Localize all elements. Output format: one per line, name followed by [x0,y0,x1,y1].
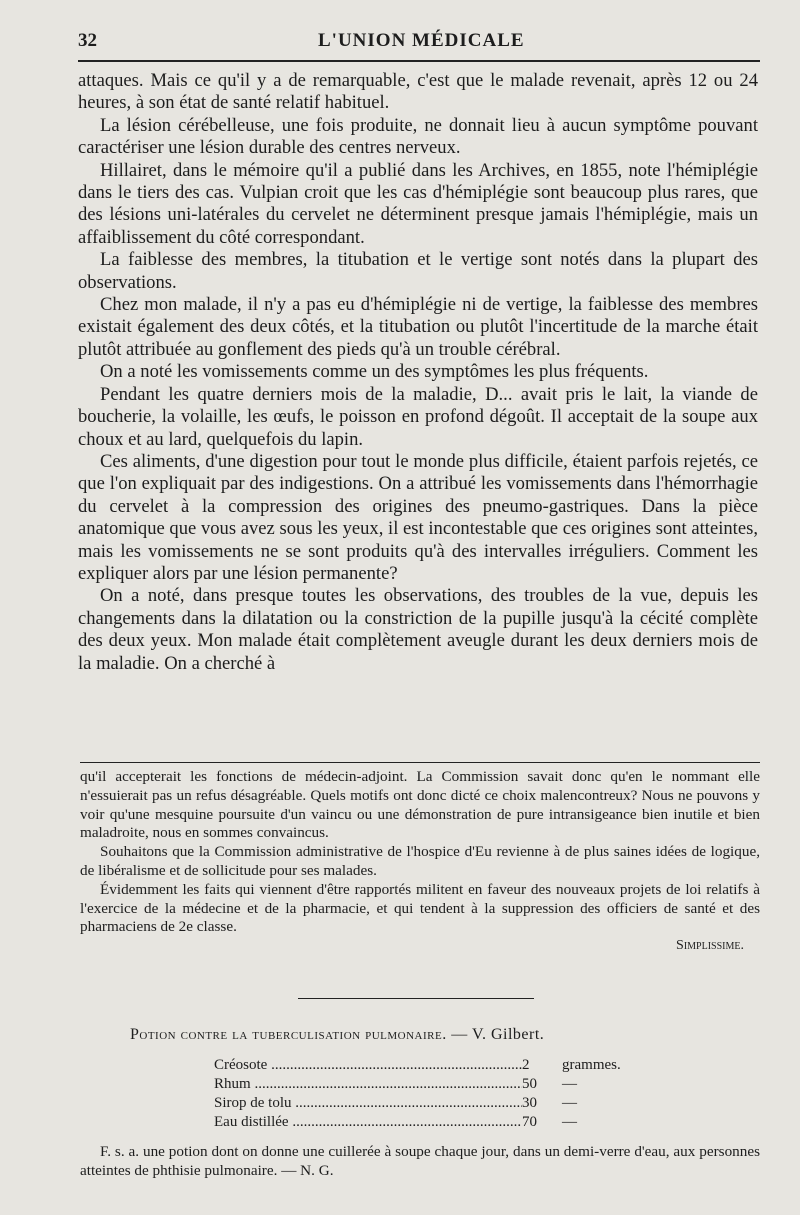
running-title: L'UNION MÉDICALE [318,30,525,51]
paragraph: On a noté les vomissements comme un des symptômes les plus fréquents. [100,361,649,383]
ingredient-qty: 50 [522,1076,537,1092]
ingredient-row [214,1094,654,1113]
feuilleton-text [80,768,760,956]
ingredient-qty: 2 [522,1057,530,1073]
ingredient-unit: — [562,1095,577,1111]
paragraph: Ces aliments, d'une digestion pour tout le monde plus difficile, étaient parfois rejetés, ce que l'on expliquait par des indigestions. On a attribué les vomissements dans l'hémorrhagie du cervelet à la compression des origines des pneumo-gastriques. Dans la pièce anatomique que vous avez sous les yeux, il est incontestable que ces origines sont atteintes, mais les vomissements ne se sont produits qu'à des intervalles irréguliers. Comment les expliquer alors par une lésion permanente? [78,450,758,584]
ingredient-row [214,1056,654,1075]
paragraph: Hillairet, dans le mémoire qu'il a publié dans les Archives, en 1855, note l'hémiplégie dans le tiers des cas. Vulpian croit que les cas d'hémiplégie sont beaucoup plus rares, que des lésions uni-latérales du cervelet ne déterminent presque jamais l'hémiplégie, mais un affaiblissement du côté correspondant. [78,159,758,248]
paragraph: attaques. Mais ce qu'il y a de remarquable, c'est que le malade revenait, après 12 ou 24 heures, à son état de santé relatif habituel. [78,70,758,114]
instructions-paragraph [80,1142,760,1180]
instructions-signature: — N. G. [281,1162,334,1179]
ingredient-qty: 30 [522,1095,537,1111]
ingredient-name: Rhum ..... [214,1075,522,1094]
page-header [78,26,760,62]
section-divider [80,762,760,763]
paragraph: On a noté, dans presque toutes les observations, des troubles de la vue, depuis les changements dans la dilatation ou la constriction de la pupille jusqu'à la cécité complète des deux yeux. Mon malade était complètement aveugle durant les deux derniers mois de la maladie. On a cherché à [78,585,758,674]
paragraph: La lésion cérébelleuse, une fois produite, ne donnait lieu à aucun symptôme pouvant caractériser une lésion durable des centres nerveux. [78,114,758,159]
ingredient-row [214,1113,654,1132]
formula-instructions [80,1142,760,1180]
ingredient-qty: 70 [522,1114,537,1130]
formula-ingredients [214,1056,654,1132]
main-text [78,70,758,675]
paragraph: La faiblesse des membres, la titubation et le vertige sont notés dans la plupart des observations. [78,249,758,293]
ingredient-name: Créosote ..... [214,1056,522,1075]
ingredient-row [214,1075,654,1094]
formula-author: — V. Gilbert. [451,1026,545,1043]
ingredient-name: Eau distillée ..... [214,1113,522,1132]
formula-name: Potion contre la tuberculisation pulmonaire. [130,1026,447,1043]
ingredient-unit: grammes. [562,1057,621,1073]
page-number: 32 [78,30,97,51]
note-paragraph: Souhaitons que la Commission administrative de l'hospice d'Eu revienne à de plus saines idées de logique, de libéralisme et de sollicitude pour ses malades. [80,843,760,879]
formula-title [130,1026,760,1044]
short-divider [298,998,534,999]
paragraph: Pendant les quatre derniers mois de la maladie, D... avait pris le lait, la viande de boucherie, la volaille, les œufs, le poisson en profond dégoût. Il acceptait de la soupe aux choux et au lard, quelquefois du lapin. [78,383,758,450]
paragraph: Chez mon malade, il n'y a pas eu d'hémiplégie ni de vertige, la faiblesse des membres existait également des deux côtés, et la titubation ou plutôt l'incertitude de la marche était plutôt attribuée au gonflement des pieds qu'à un trouble cérébral. [78,294,758,360]
ingredient-unit: — [562,1114,577,1130]
note-paragraph: qu'il accepterait les fonctions de médecin-adjoint. La Commission savait donc qu'en le nommant elle n'essuierait pas un refus désagréable. Quels motifs ont donc dicté ce choix malencontreux? Nous ne pouvons y voir qu'une mesquine poursuite d'un vaincu ou une démonstration de pure intransigeance bien inutile et bien maladroite, nous en sommes convaincus. [80,768,760,842]
note-paragraph: Évidemment les faits qui viennent d'être rapportés militent en faveur des nouveaux projets de loi relatifs à l'exercice de la médecine et de la pharmacie, et qui tendent à la suppression des officiers de santé et des pharmaciens de 2e classe. [80,880,760,936]
instructions-text: F. s. a. une potion dont on donne une cuillerée à soupe chaque jour, dans un demi-verre d'eau, aux personnes atteintes de phthisie pulmonaire. [80,1143,760,1179]
ingredient-name: Sirop de tolu ..... [214,1094,522,1113]
note-signature: Simplissime. [676,938,744,954]
ingredient-unit: — [562,1076,577,1092]
